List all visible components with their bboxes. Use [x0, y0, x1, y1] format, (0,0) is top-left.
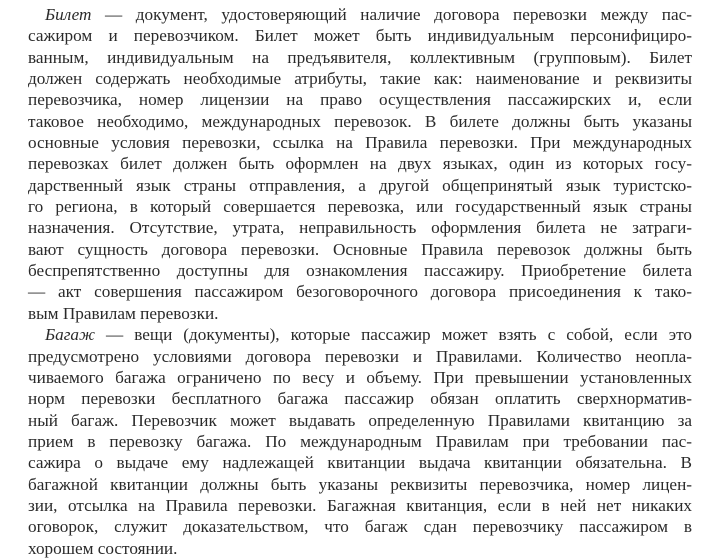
text-line: вым Правилам перевозки.: [28, 303, 219, 323]
text-line: перевозчика, номер лицензии на право осуществления пассажирских и, если: [28, 90, 692, 110]
text-line: — акт совершения пассажиром безоговорочного договора присоединения к тако-: [28, 282, 692, 302]
text-line: перевозках билет должен быть оформлен на двух языках, один из которых госу-: [28, 154, 692, 174]
term-ticket: Билет: [45, 5, 92, 24]
text-line-content: — документ, удостоверяющий наличие договора перевозки между пас-: [91, 5, 692, 24]
text-line: чиваемого багажа ограничено по весу и объему. При превышении установленных: [28, 367, 692, 387]
text-line: [28, 4, 692, 25]
ticket-paragraph: [28, 4, 692, 324]
text-line: должен содержать необходимые атрибуты, такие как: наименование и реквизиты: [28, 69, 692, 89]
text-line: дарственный язык страны отправления, а другой общепринятый язык туристско-: [28, 175, 692, 195]
text-line: вают сущность договора перевозки. Основные Правила перевозок должны быть: [28, 239, 692, 259]
text-line: го региона, в который совершается перевозка, или государственный язык страны: [28, 197, 692, 217]
baggage-paragraph: [28, 324, 692, 559]
text-line: оговорок, служит доказательством, что багаж сдан перевозчику пассажиром в: [28, 517, 692, 537]
text-line: ванным, индивидуальным на предъявителя, коллективным (групповым). Билет: [28, 47, 692, 67]
text-line: ный багаж. Перевозчик может выдавать определенную Правилами квитанцию за: [28, 410, 692, 430]
text-line: назначения. Отсутствие, утрата, неправильность оформления билета не затраги-: [28, 218, 692, 238]
text-line: зии, отсылка на Правила перевозки. Багажная квитанция, если в ней нет никаких: [28, 495, 692, 515]
text-line: предусмотрено условиями договора перевозки и Правилами. Количество неопла-: [28, 346, 692, 366]
term-baggage: Багаж: [45, 325, 96, 345]
text-line: [28, 324, 692, 345]
document-text: [28, 4, 692, 559]
text-line: прием в перевозку багажа. По международным Правилам при требовании пас-: [28, 431, 692, 451]
text-line: сажиром и перевозчиком. Билет может быть индивидуальным персонифициро-: [28, 26, 692, 46]
text-line: основные условия перевозки, ссылка на Правила перевозки. При международных: [28, 133, 692, 153]
text-line: беспрепятственно доступны для ознакомления пассажиру. Приобретение билета: [28, 261, 692, 281]
text-line: таковое необходимо, международных перевозок. В билете должны быть указаны: [28, 111, 692, 131]
text-line: норм перевозки бесплатного багажа пассажир обязан оплатить сверхнорматив-: [28, 389, 692, 409]
text-line: сажира о выдаче ему надлежащей квитанции выдача квитанции обязательна. В: [28, 453, 692, 473]
text-line: багажной квитанции должны быть указаны реквизиты перевозчика, номер лицен-: [28, 474, 692, 494]
text-line: хорошем состоянии.: [28, 538, 178, 558]
text-line-content: — вещи (документы), которые пассажир может взять с собой, если это: [95, 325, 692, 345]
